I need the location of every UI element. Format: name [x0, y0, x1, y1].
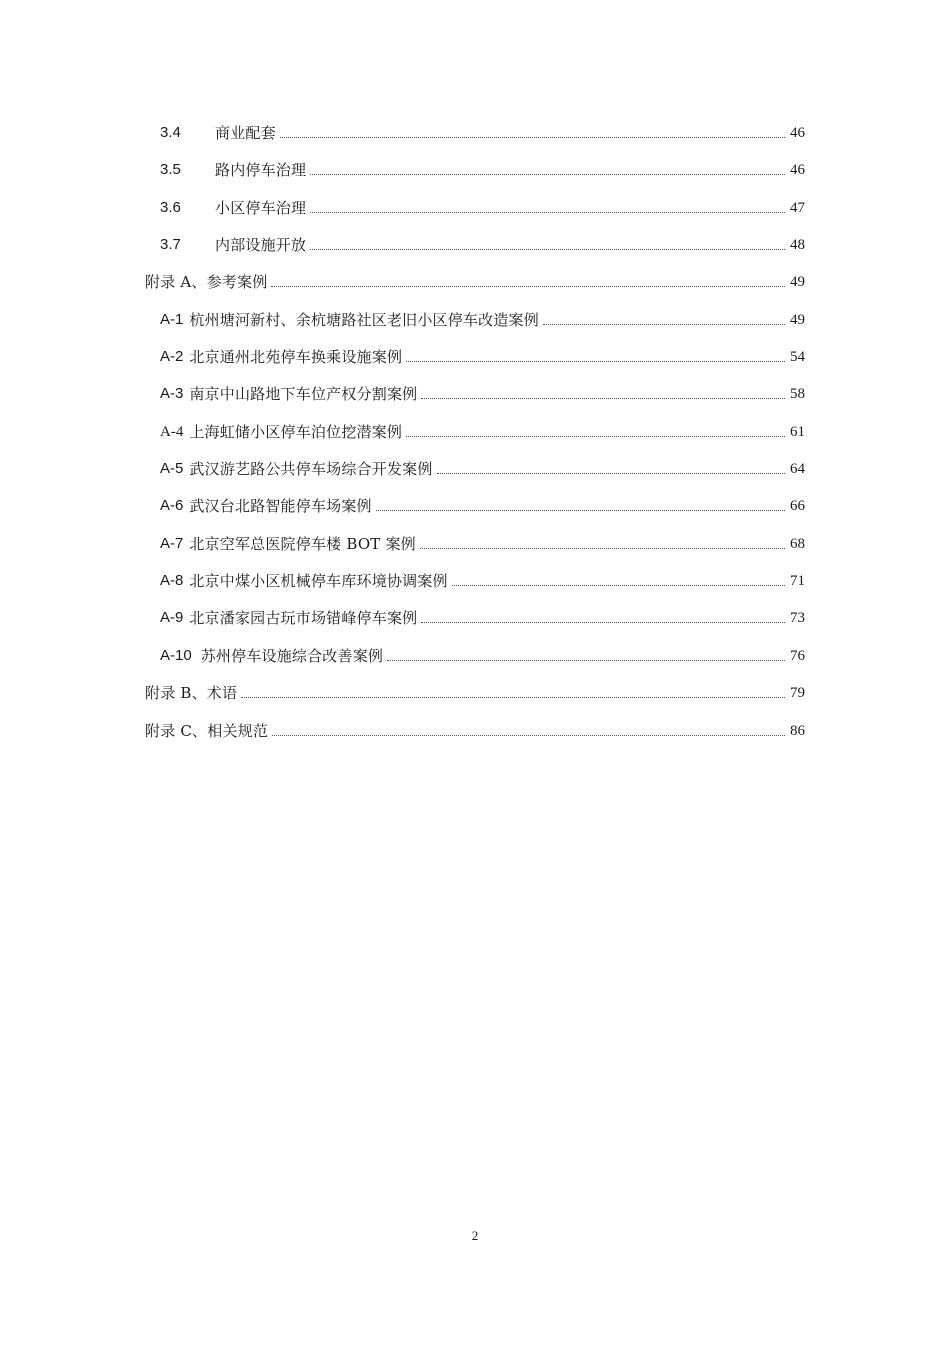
toc-entry-page: 86 [790, 723, 805, 739]
toc-entry-case[interactable] [160, 607, 805, 629]
toc-entry[interactable] [160, 159, 805, 181]
toc-leader-dots [406, 361, 785, 362]
toc-entry-page: 68 [790, 536, 805, 552]
toc-leader-dots [437, 473, 785, 474]
toc-entry-page: 73 [790, 610, 805, 626]
toc-leader-dots [406, 436, 785, 437]
toc-entry-title: 路内停车治理 [215, 161, 307, 179]
toc-entry[interactable] [160, 197, 805, 219]
toc-entry-page: 46 [790, 125, 805, 141]
toc-entry-case[interactable] [160, 533, 805, 555]
toc-entry-page: 54 [790, 349, 805, 365]
toc-entry-number: A-5 [160, 460, 184, 477]
toc-leader-dots [543, 324, 785, 325]
toc-entry-page: 64 [790, 461, 805, 477]
toc-entry-case[interactable] [160, 309, 805, 331]
toc-entry-appendix[interactable] [145, 271, 805, 293]
toc-entry-title: 武汉台北路智能停车场案例 [189, 497, 372, 515]
toc-entry-number: 3.7 [160, 236, 181, 253]
toc-entry-page: 46 [790, 162, 805, 178]
toc-leader-dots [310, 212, 785, 213]
toc-entry[interactable] [160, 122, 805, 144]
toc-entry-title: 商业配套 [215, 124, 276, 142]
toc-entry-number: A-4 [160, 424, 184, 440]
toc-leader-dots [280, 137, 785, 138]
toc-entry-number: A-6 [160, 497, 184, 514]
toc-entry-appendix[interactable] [145, 682, 805, 704]
toc-entry-case[interactable] [160, 383, 805, 405]
toc-entry-case[interactable] [160, 570, 805, 592]
toc-entry-case[interactable] [160, 458, 805, 480]
toc-entry-number: 3.6 [160, 199, 181, 216]
toc-leader-dots [241, 697, 785, 698]
toc-entry-page: 48 [790, 237, 805, 253]
toc-entry-number: A-10 [160, 647, 192, 664]
toc-entry[interactable] [160, 234, 805, 256]
toc-leader-dots [310, 249, 785, 250]
toc-leader-dots [452, 585, 785, 586]
toc-entry-appendix[interactable] [145, 720, 805, 742]
toc-entry-page: 76 [790, 648, 805, 664]
toc-leader-dots [271, 286, 785, 287]
toc-entry-title: 北京空军总医院停车楼 BOT 案例 [189, 535, 416, 553]
toc-entry-number: A-2 [160, 348, 184, 365]
toc-entry-page: 49 [790, 274, 805, 290]
toc-entry-title: 苏州停车设施综合改善案例 [200, 647, 384, 665]
toc-leader-dots [387, 660, 785, 661]
toc-entry-number: A-7 [160, 535, 184, 552]
toc-entry-title: 内部设施开放 [215, 236, 307, 254]
toc-entry-page: 47 [790, 200, 805, 216]
toc-entry-title: 北京通州北苑停车换乘设施案例 [189, 348, 403, 366]
toc-entry-number: 3.5 [160, 161, 181, 178]
toc-leader-dots [421, 622, 785, 623]
toc-leader-dots [376, 510, 785, 511]
toc-entry-title: 附录 A、参考案例 [145, 273, 268, 291]
toc-entry-case[interactable] [160, 645, 805, 667]
toc-leader-dots [420, 548, 785, 549]
toc-entry-case[interactable] [160, 495, 805, 517]
toc-entry-title: 武汉游艺路公共停车场综合开发案例 [189, 460, 433, 478]
toc-entry-number: A-3 [160, 385, 184, 402]
toc-entry-title: 北京中煤小区机械停车库环境协调案例 [189, 572, 448, 590]
toc-entry-page: 61 [790, 424, 805, 440]
toc-leader-dots [310, 174, 785, 175]
page-number: 2 [471, 1228, 479, 1243]
toc-entry-page: 58 [790, 386, 805, 402]
toc-entry-title: 上海虹储小区停车泊位挖潜案例 [189, 423, 403, 441]
toc-entry-title: 附录 C、相关规范 [145, 722, 269, 740]
toc-entry-title: 南京中山路地下车位产权分割案例 [189, 385, 418, 403]
toc-entry-page: 49 [790, 312, 805, 328]
toc-entry-case[interactable] [160, 421, 805, 443]
toc-entry-number: A-9 [160, 609, 184, 626]
toc-entry-page: 71 [790, 573, 805, 589]
toc-entry-case[interactable] [160, 346, 805, 368]
toc-entry-title: 小区停车治理 [215, 199, 307, 217]
toc-leader-dots [421, 398, 785, 399]
toc-entry-page: 79 [790, 685, 805, 701]
toc-entry-title: 附录 B、术语 [145, 684, 238, 702]
toc-entry-title: 北京潘家园古玩市场错峰停车案例 [189, 609, 418, 627]
toc-entry-number: 3.4 [160, 124, 181, 141]
toc-entry-number: A-8 [160, 572, 184, 589]
toc-entry-number: A-1 [160, 311, 184, 328]
toc-entry-title: 杭州塘河新村、余杭塘路社区老旧小区停车改造案例 [189, 311, 539, 329]
toc-leader-dots [272, 735, 785, 736]
toc-entry-page: 66 [790, 498, 805, 514]
